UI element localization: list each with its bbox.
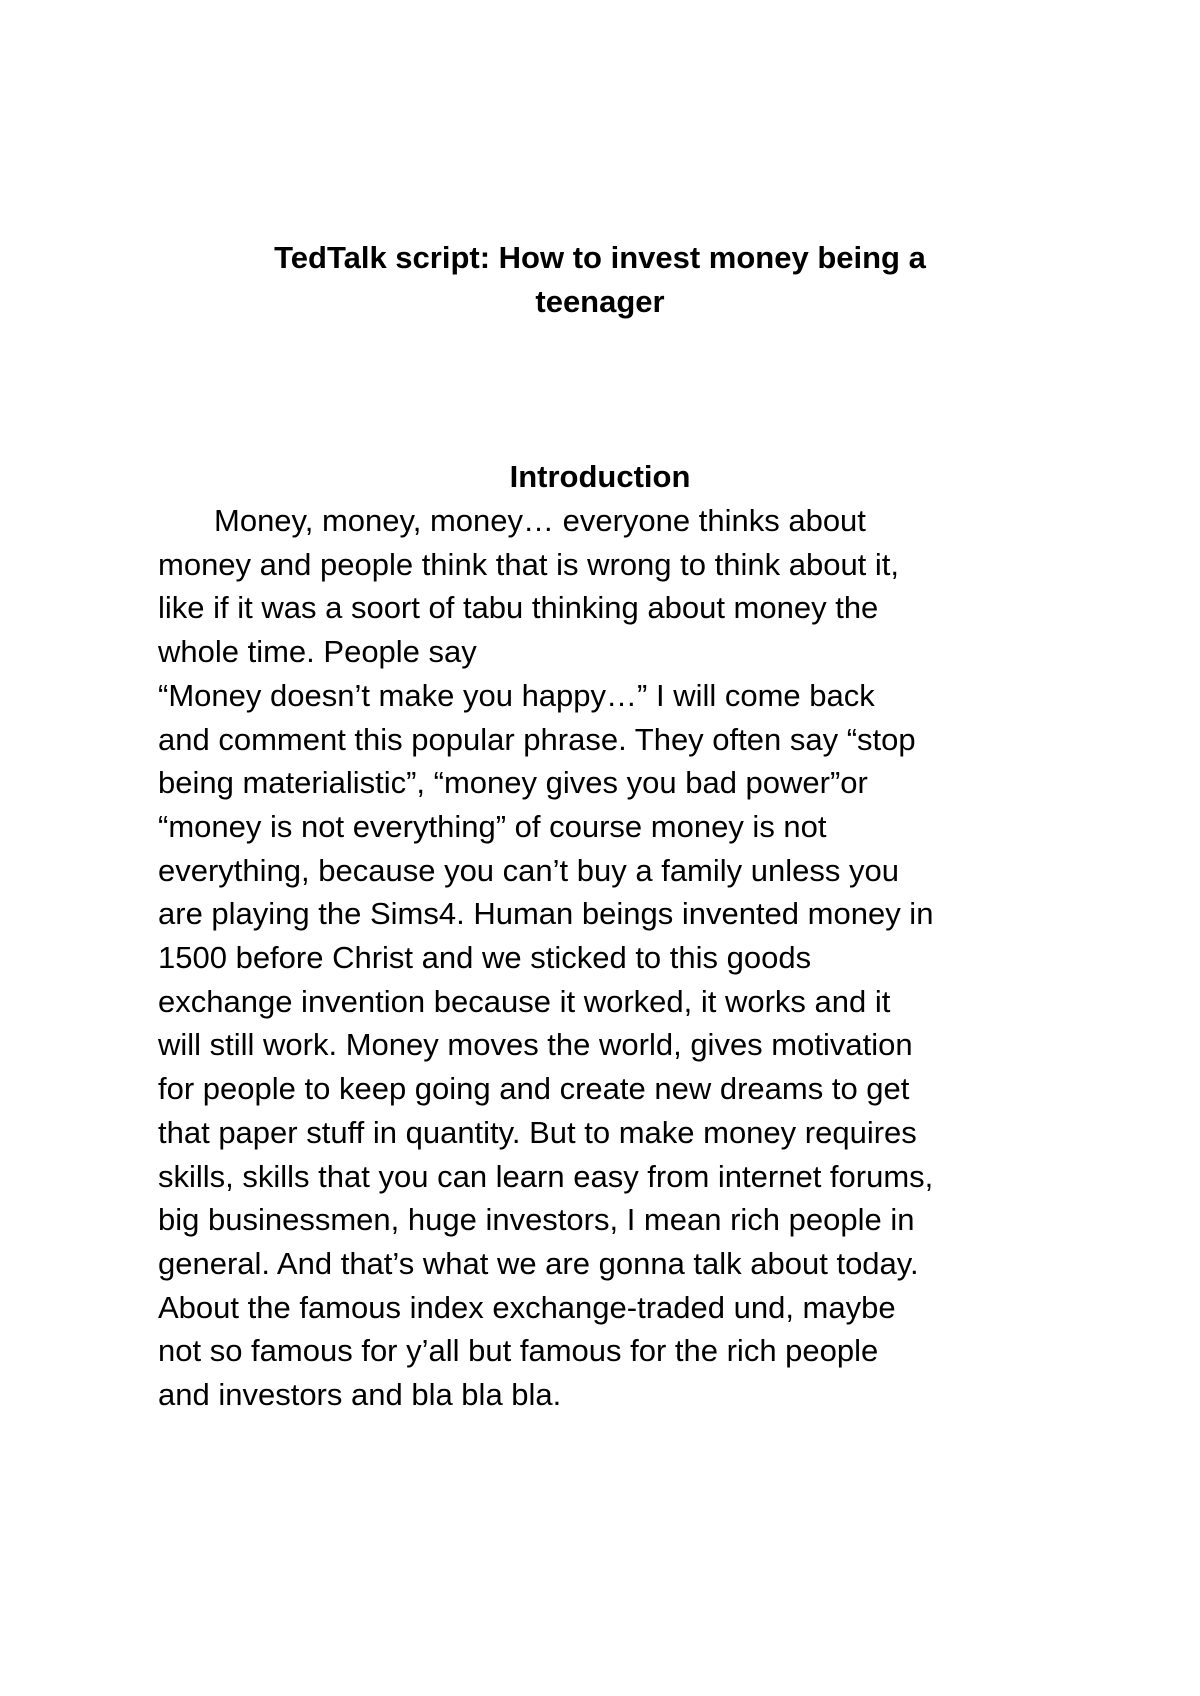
body-line: for people to keep going and create new dreams to get (158, 1071, 910, 1107)
body-line: that paper stuff in quantity. But to make money requires (158, 1114, 917, 1150)
body-line: are playing the Sims4. Human beings invented money in (158, 896, 934, 932)
body-line: big businessmen, huge investors, I mean rich people in (158, 1202, 915, 1238)
body-line: not so famous for y’all but famous for the rich people (158, 1333, 879, 1369)
body-line: general. And that’s what we are gonna talk about today. (158, 1245, 919, 1281)
body-line: money and people think that is wrong to think about it, (158, 546, 900, 582)
body-line: like if it was a soort of tabu thinking about money the (158, 590, 879, 626)
body-line: whole time. People say (158, 634, 477, 670)
body-line: exchange invention because it worked, it works and it (158, 983, 891, 1019)
body-line: being materialistic”, “money gives you bad power”or (158, 765, 868, 801)
body-line: and comment this popular phrase. They often say “stop (158, 721, 916, 757)
title-line-1: TedTalk script: How to invest money being a (274, 240, 926, 275)
title-line-2: teenager (535, 284, 665, 319)
body-line: everything, because you can’t buy a family unless you (158, 852, 899, 888)
body-line: Money, money, money… everyone thinks about (214, 503, 866, 538)
body-line: and investors and bla bla bla. (158, 1377, 562, 1413)
body-line: About the famous index exchange-traded und, maybe (158, 1289, 896, 1325)
section-heading-introduction: Introduction (509, 459, 691, 494)
body-line: will still work. Money moves the world, gives motivation (158, 1027, 913, 1063)
introduction-paragraph (158, 499, 1058, 1417)
body-line: skills, skills that you can learn easy from internet forums, (158, 1158, 934, 1194)
document-title (150, 236, 1050, 324)
body-line: “money is not everything” of course money is not (158, 808, 827, 844)
body-line: 1500 before Christ and we sticked to this goods (158, 940, 812, 976)
body-line: “Money doesn’t make you happy…” I will come back (158, 677, 875, 713)
